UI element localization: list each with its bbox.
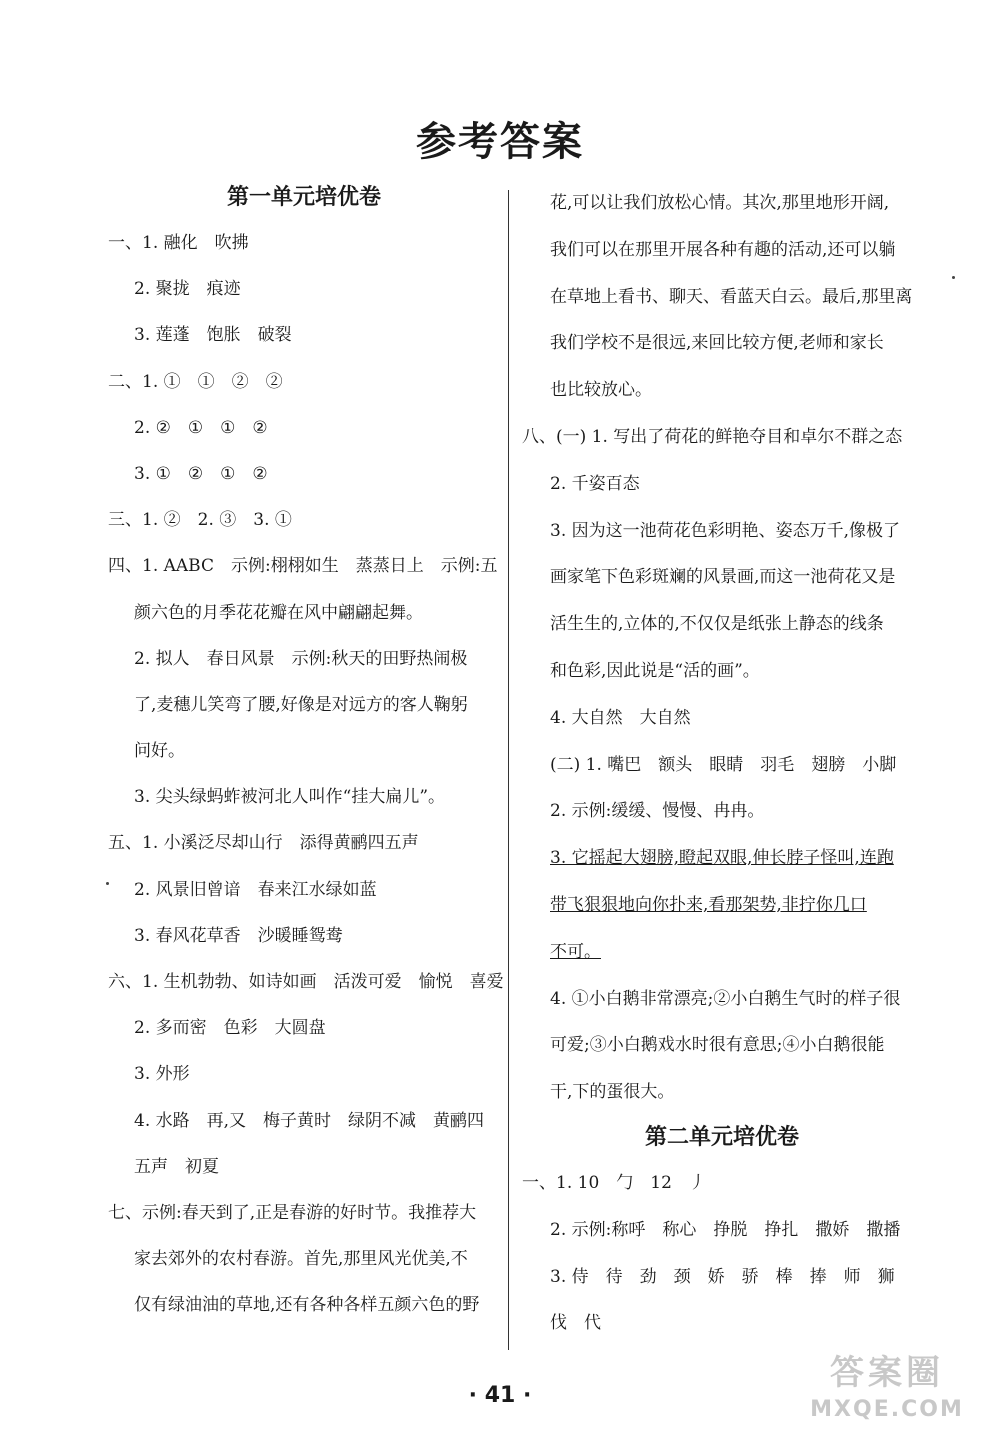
answer-line: 2. 多而密 色彩 大圆盘 [134,1018,326,1039]
answer-line: 2. ② ① ① ② [134,417,268,438]
answer-line: 2. 拟人 春日风景 示例:秋天的田野热闹极 [134,648,468,669]
answer-line: 七、示例:春天到了,正是春游的好时节。我推荐大 [108,1202,477,1223]
answer-line: 五、1. 小溪泛尽却山行 添得黄鹂四五声 [108,833,419,854]
answer-line: 3. 尖头绿蚂蚱被河北人叫作“挂大扁儿”。 [134,787,446,808]
answer-line: 我们可以在那里开展各种有趣的活动,还可以躺 [550,239,896,260]
watermark-logo: 答案圈 [830,1353,944,1393]
watermark-url: MXQE.COM [810,1397,964,1422]
section-heading-unit1: 第一单元培优卷 [226,185,381,210]
answer-line: 3. 因为这一池荷花色彩明艳、姿态万千,像极了 [550,520,901,541]
answer-line: 2. 示例:缓缓、慢慢、冉冉。 [550,801,765,822]
answer-line: 4. ①小白鹅非常漂亮;②小白鹅生气时的样子很 [550,988,901,1009]
answer-line: 问好。 [134,741,185,762]
answer-line: 和色彩,因此说是“活的画”。 [550,660,760,681]
answer-line-underlined: 带飞狠狠地向你扑来,看那架势,非拧你几口 [550,894,867,915]
answer-line: 2. 示例:称呼 称心 挣脱 挣扎 撒娇 撒播 [550,1219,901,1240]
watermark [792,1351,982,1431]
scan-speck [952,276,955,279]
answer-line: 一、1. 10 勹 12 丿 [522,1172,706,1193]
answer-line: 伐 代 [550,1313,601,1334]
left-column [108,176,504,1329]
page-title: 参考答案 [416,119,584,165]
answer-line-underlined: 不可。 [550,941,601,962]
answer-line: 五声 初夏 [134,1156,219,1177]
answer-line: 3. 外形 [134,1064,190,1085]
answer-line: 花,可以让我们放松心情。其次,那里地形开阔, [550,193,890,213]
answer-line: 了,麦穗儿笑弯了腰,好像是对远方的客人鞠躬 [134,694,468,715]
answer-line: 二、1. ① ① ② ② [108,371,283,392]
column-divider [508,190,509,1350]
answer-line: (二) 1. 嘴巴 额头 眼睛 羽毛 翅膀 小脚 [550,754,897,775]
scan-speck [106,882,109,885]
answer-line: 一、1. 融化 吹拂 [108,233,249,253]
answer-line: 三、1. ② 2. ③ 3. ① [108,510,292,531]
answer-line: 4. 大自然 大自然 [550,707,691,728]
page-number: · 41 · [468,1383,532,1408]
answer-line: 活生生的,立体的,不仅仅是纸张上静态的线条 [550,614,884,635]
answer-line: 在草地上看书、聊天、看蓝天白云。最后,那里离 [550,286,913,307]
answer-line: 4. 水路 再,又 梅子黄时 绿阴不减 黄鹂四 [134,1110,485,1131]
answer-line: 画家笔下色彩斑斓的风景画,而这一池荷花又是 [550,567,896,588]
answer-line: 家去郊外的农村春游。首先,那里风光优美,不 [134,1249,468,1270]
answer-line: 颜六色的月季花花瓣在风中翩翩起舞。 [134,602,423,623]
answer-line: 2. 聚拢 痕迹 [134,279,241,300]
answer-line: 也比较放心。 [550,380,652,401]
answer-line: 六、1. 生机勃勃、如诗如画 活泼可爱 愉悦 喜爱 [108,972,504,992]
answer-line-underlined: 3. 它摇起大翅膀,瞪起双眼,伸长脖子怪叫,连跑 [550,848,894,869]
answer-line: 2. 风景旧曾谙 春来江水绿如蓝 [134,879,377,900]
answer-line: 我们学校不是很远,来回比较方便,老师和家长 [550,333,884,354]
answer-line: 仅有绿油油的草地,还有各种各样五颜六色的野 [134,1295,480,1316]
answer-line: 3. ① ② ① ② [134,463,268,484]
right-column [522,180,922,1347]
answer-line: 干,下的蛋很大。 [550,1082,675,1103]
answer-line: 八、(一) 1. 写出了荷花的鲜艳夺目和卓尔不群之态 [522,426,903,447]
answer-line: 3. 莲蓬 饱胀 破裂 [134,325,292,346]
answer-line: 3. 侍 待 劲 颈 娇 骄 棒 捧 师 狮 [550,1266,895,1287]
answer-line: 3. 春风花草香 沙暖睡鸳鸯 [134,925,343,946]
answer-line: 可爱;③小白鹅戏水时很有意思;④小白鹅很能 [550,1035,885,1056]
answer-line: 四、1. AABC 示例:栩栩如生 蒸蒸日上 示例:五 [108,556,498,577]
answer-line: 2. 千姿百态 [550,473,640,494]
section-heading-unit2: 第二单元培优卷 [644,1124,799,1150]
